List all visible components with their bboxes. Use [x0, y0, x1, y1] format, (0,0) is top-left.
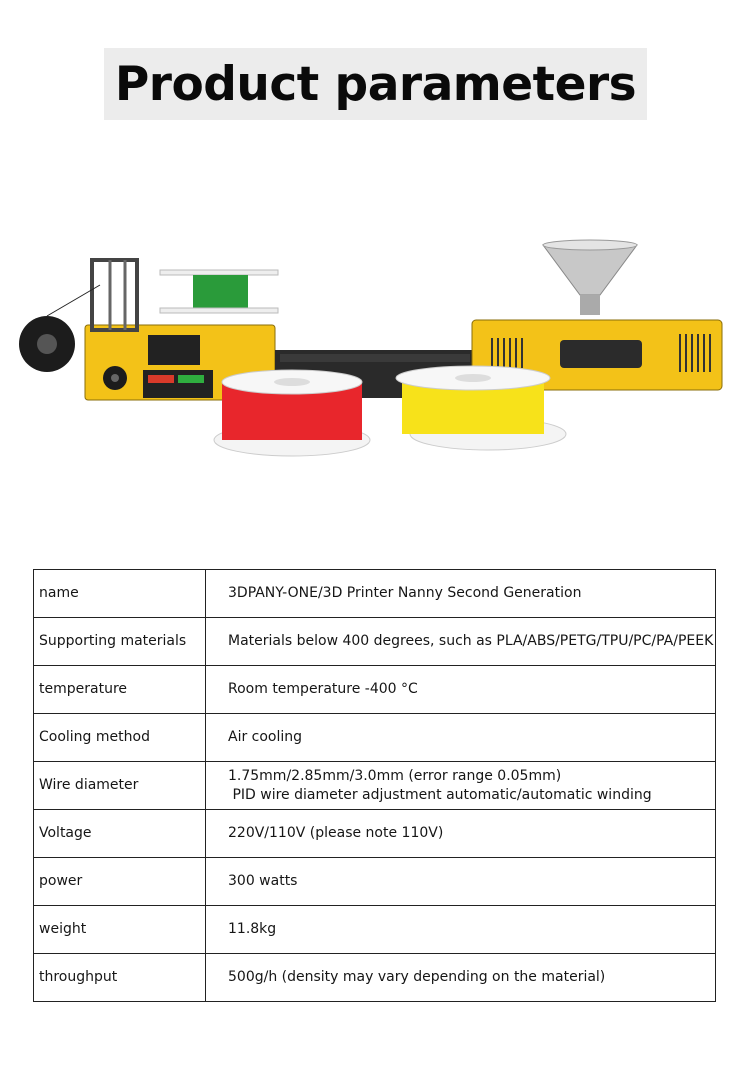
spec-label: throughput [34, 954, 206, 1002]
table-row [34, 714, 716, 762]
spec-label: power [34, 858, 206, 906]
title-banner [104, 48, 647, 120]
green-spool-flange [160, 270, 278, 275]
spec-value: 3DPANY-ONE/3D Printer Nanny Second Generation [206, 570, 716, 618]
spec-value: Room temperature -400 °C [206, 666, 716, 714]
spec-label: temperature [34, 666, 206, 714]
table-row [34, 906, 716, 954]
spec-value: 500g/h (density may vary depending on the material) [206, 954, 716, 1002]
spec-label: weight [34, 906, 206, 954]
product-photo [10, 230, 740, 470]
table-row [34, 666, 716, 714]
spec-value: Air cooling [206, 714, 716, 762]
spec-label: Cooling method [34, 714, 206, 762]
control-panel-top [148, 335, 200, 365]
table-row [34, 810, 716, 858]
winder-frame [92, 260, 137, 330]
spec-value: 300 watts [206, 858, 716, 906]
spec-value-line: PID wire diameter adjustment automatic/automatic winding [228, 786, 652, 803]
table-row [34, 954, 716, 1002]
spec-table [33, 569, 716, 1002]
spec-value-line: 1.75mm/2.85mm/3.0mm (error range 0.05mm) [228, 767, 562, 784]
table-row [34, 762, 716, 810]
spec-label: Supporting materials [34, 618, 206, 666]
spec-label: Wire diameter [34, 762, 206, 810]
spec-value: 11.8kg [206, 906, 716, 954]
spec-label: Voltage [34, 810, 206, 858]
hopper [543, 245, 637, 295]
page-title: Product parameters [114, 56, 637, 112]
spec-value [206, 762, 716, 810]
table-row [34, 570, 716, 618]
table-row [34, 858, 716, 906]
spec-value: 220V/110V (please note 110V) [206, 810, 716, 858]
spec-label: name [34, 570, 206, 618]
spec-value: Materials below 400 degrees, such as PLA/ABS/PETG/TPU/PC/PA/PEEK [206, 618, 716, 666]
control-panel-bottom [143, 370, 213, 398]
table-row [34, 618, 716, 666]
green-spool [193, 275, 248, 308]
